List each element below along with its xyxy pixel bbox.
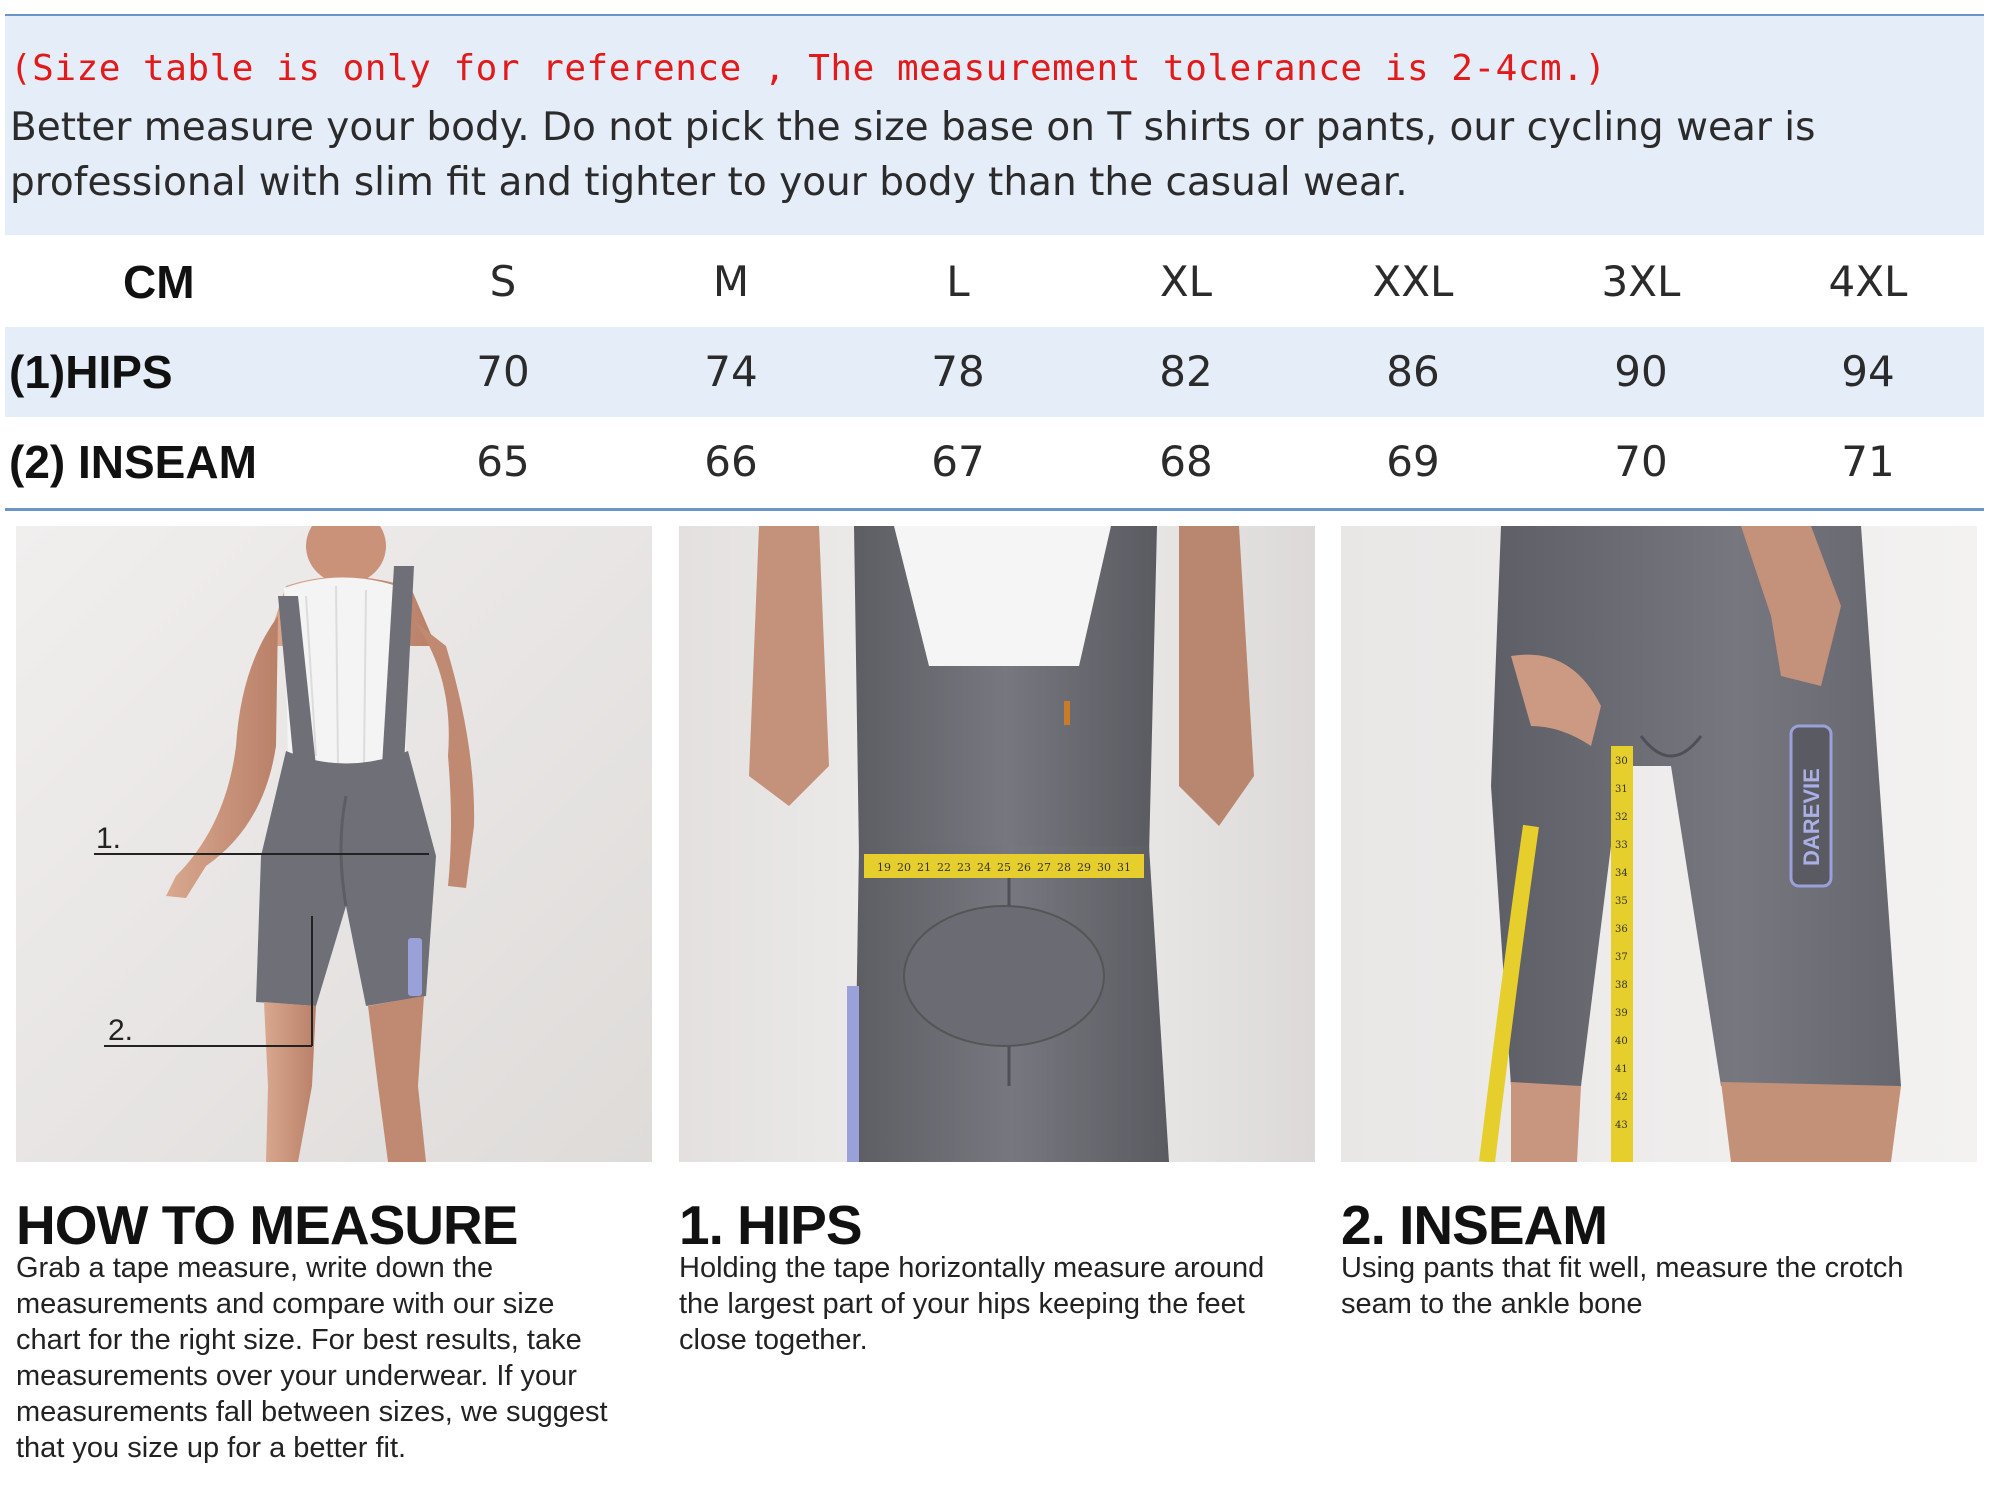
tape-number: 33 <box>1615 840 1628 851</box>
tape-number: 31 <box>1615 784 1628 795</box>
tape-number: 34 <box>1615 868 1628 879</box>
table-cell: 86 <box>1386 347 1440 396</box>
size-table <box>5 237 1984 507</box>
tape-number: 32 <box>1615 812 1628 823</box>
photo-full-body <box>16 526 652 1162</box>
table-cell: 71 <box>1841 437 1895 486</box>
photo-hips <box>679 526 1315 1162</box>
tape-number: 40 <box>1615 1036 1628 1047</box>
row-label: (1)HIPS <box>9 346 173 398</box>
tape-number: 35 <box>1615 896 1628 907</box>
size-header: M <box>712 257 750 306</box>
size-header: S <box>489 257 517 306</box>
tolerance-note: (Size table is only for reference , The measurement tolerance is 2-4cm.) <box>10 48 1607 89</box>
unit-header: CM <box>123 256 195 308</box>
marker-2: 2. <box>108 1014 134 1047</box>
tape-number: 43 <box>1615 1120 1628 1131</box>
tape-number: 42 <box>1615 1092 1628 1103</box>
how-to-measure-text: Grab a tape measure, write down the measurements and compare with our size chart for the right size. For best results, take measurements over your underwear. If your measurements fall between sizes, we suggest that you size up for a better fit. <box>16 1252 608 1464</box>
size-header: XXL <box>1372 257 1454 306</box>
table-cell: 68 <box>1159 437 1213 486</box>
table-divider <box>5 508 1984 511</box>
hips-text: Holding the tape horizontally measure around the largest part of your hips keeping the feet close together. <box>679 1252 1265 1356</box>
inseam-title: 2. INSEAM <box>1341 1194 1608 1256</box>
table-header-row <box>5 237 1984 327</box>
tape-number: 30 <box>1615 756 1628 767</box>
tape-number: 22 <box>937 861 951 874</box>
table-row-inseam <box>5 417 1984 507</box>
tape-number: 27 <box>1037 861 1051 874</box>
tape-number: 20 <box>897 861 911 874</box>
table-cell: 94 <box>1841 347 1895 396</box>
table-cell: 70 <box>1614 437 1668 486</box>
table-row-hips <box>5 327 1984 417</box>
tape-number: 28 <box>1057 861 1071 874</box>
tape-number: 26 <box>1017 861 1031 874</box>
fit-advice: Better measure your body. Do not pick the size base on T shirts or pants, our cycling wear is professional with slim fit and tighter to your body than the casual wear. <box>10 105 1816 205</box>
inseam-text: Using pants that fit well, measure the crotch seam to the ankle bone <box>1341 1252 1904 1320</box>
table-cell: 66 <box>704 437 758 486</box>
tape-number: 25 <box>997 861 1011 874</box>
tape-number: 39 <box>1615 1008 1628 1019</box>
tape-number: 38 <box>1615 980 1628 991</box>
tape-number: 30 <box>1097 861 1111 874</box>
size-header: XL <box>1159 257 1213 306</box>
tape-number: 19 <box>877 861 891 874</box>
table-cell: 65 <box>476 437 530 486</box>
table-cell: 74 <box>704 347 758 396</box>
tape-number: 21 <box>917 861 931 874</box>
tape-number: 37 <box>1615 952 1628 963</box>
size-header: 4XL <box>1828 257 1908 306</box>
table-cell: 90 <box>1614 347 1668 396</box>
hips-title: 1. HIPS <box>679 1194 862 1256</box>
table-cell: 82 <box>1159 347 1213 396</box>
marker-1: 1. <box>96 822 122 855</box>
photo-inseam <box>1341 526 1977 1162</box>
table-cell: 70 <box>476 347 530 396</box>
size-header: 3XL <box>1601 257 1681 306</box>
table-cell: 78 <box>931 347 985 396</box>
tape-number: 41 <box>1615 1064 1628 1075</box>
tape-number: 29 <box>1077 861 1091 874</box>
tape-number: 23 <box>957 861 971 874</box>
row-label: (2) INSEAM <box>9 436 257 488</box>
size-header: L <box>946 257 970 306</box>
table-cell: 69 <box>1386 437 1440 486</box>
tape-number: 24 <box>977 861 991 874</box>
how-to-measure-title: HOW TO MEASURE <box>16 1194 518 1256</box>
tape-number: 31 <box>1117 861 1131 874</box>
table-cell: 67 <box>931 437 985 486</box>
tape-number: 36 <box>1615 924 1628 935</box>
brand-logo: DAREVIE <box>1799 768 1824 866</box>
